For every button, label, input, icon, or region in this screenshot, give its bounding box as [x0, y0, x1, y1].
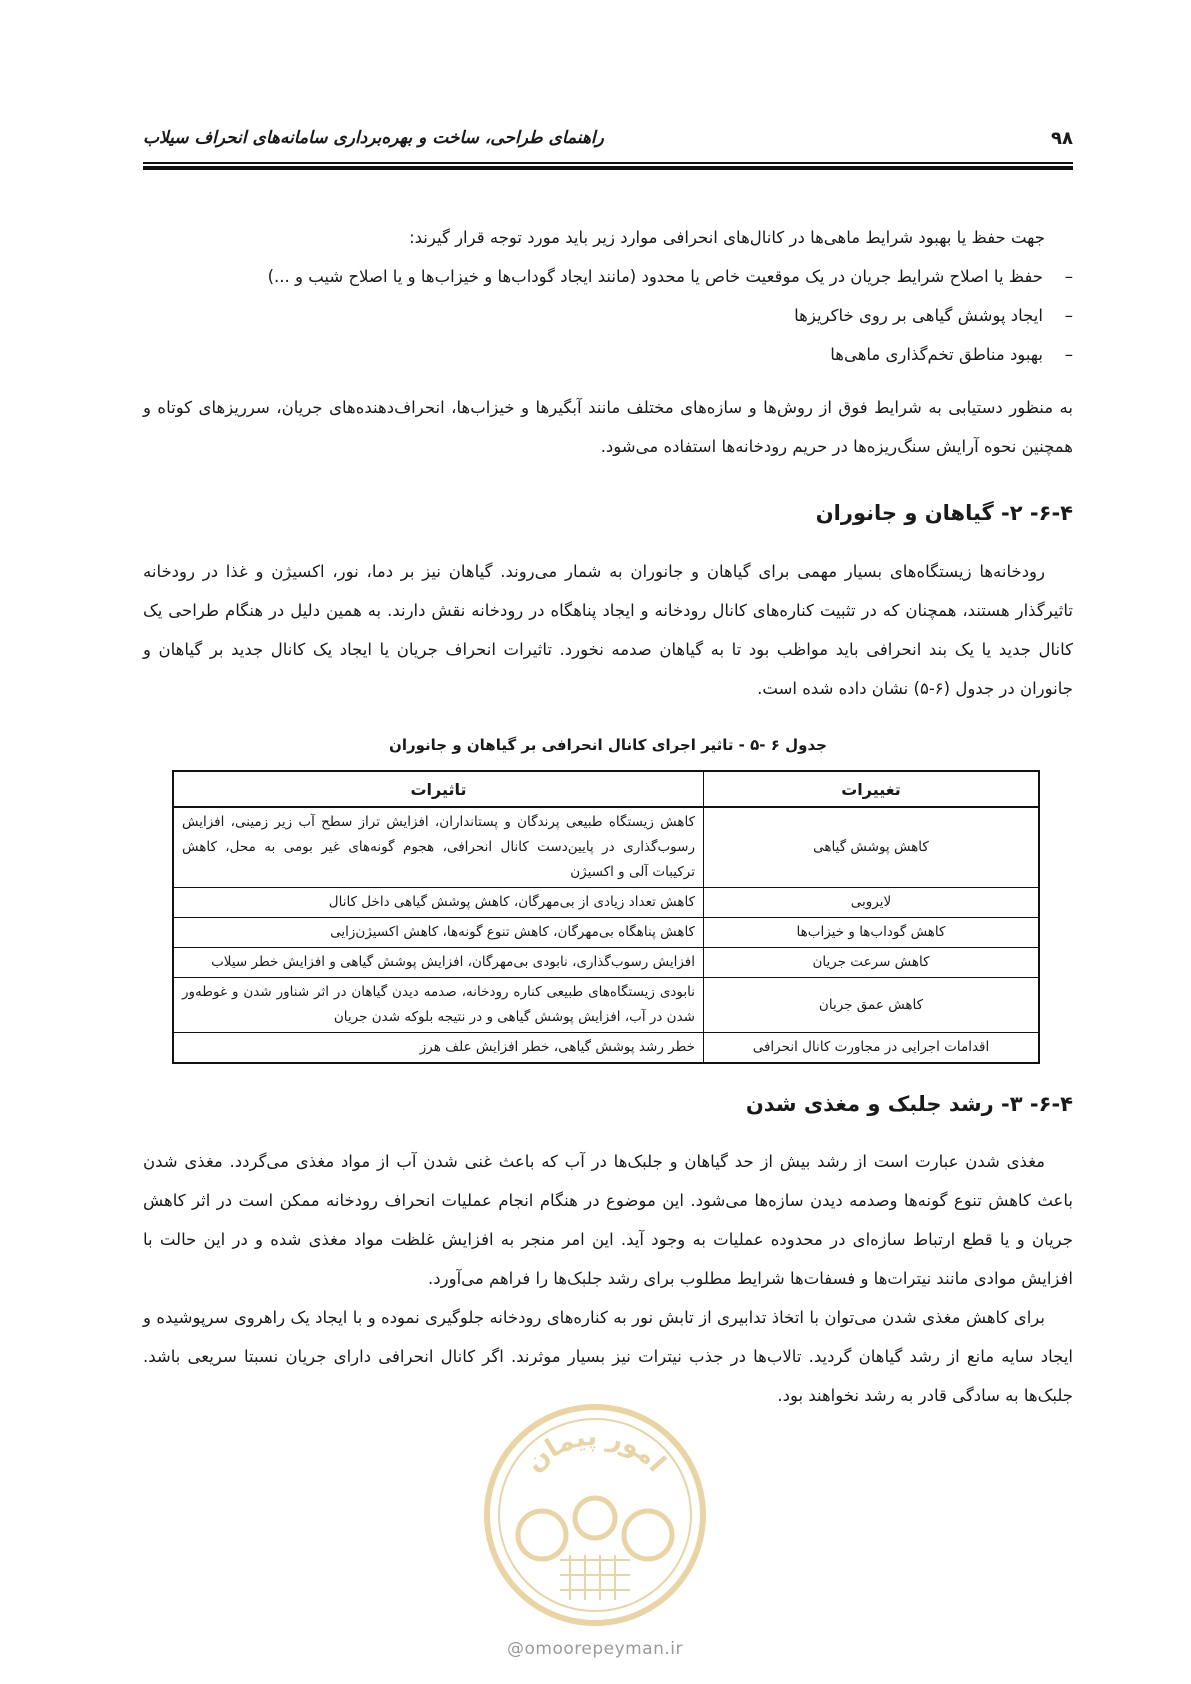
table-row [173, 1033, 1039, 1064]
page-number: ۹۸ [1051, 128, 1073, 149]
watermark-seal-icon [480, 1400, 710, 1630]
intro-paragraph: به منظور دستیابی به شرایط فوق از روش‌ها و سازه‌های مختلف مانند آبگیرها و خیزاب‌ها، انحراف‌دهنده‌های جریان، سرریزهای کوتاه و همچنین نحوه آرایش سنگ‌ریزه‌ها در حریم رودخانه‌ها استفاده می‌شود. [143, 398, 1073, 456]
table-cell-change: کاهش عمق جریان [704, 978, 1040, 1033]
section3-paragraph-1: مغذی شدن عبارت است از رشد بیش از حد گیاهان و جلبک‌ها در آب که باعث غنی شدن آب از مواد مغذی می‌گردد. مغذی شدن باعث کاهش تنوع گونه‌ها وصدمه دیدن سازه‌ها می‌شود. این موضوع در هنگام انجام عملیات انحراف رودخانه ممکن است در اثر کاهش جریان و یا قطع ارتباط سازه‌ای در محدوده عملیات به وجود آید. این امر منجر به افزایش غلظت مواد مغذی شده و در این حالت با افزایش موادی مانند نیترات‌ها و فسفات‌ها شرایط مطلوب برای رشد جلبک‌ها را فراهم می‌آورد. [143, 1152, 1073, 1288]
bullet-item: – ایجاد پوشش گیاهی بر روی خاکریزها [143, 296, 1073, 335]
table-cell-impact: کاهش زیستگاه طبیعی پرندگان و پستانداران، افزایش تراز سطح آب زیر زمینی، افزایش رسوب‌گذاری در پایین‌دست کانال انحرافی، هجوم گونه‌های غیر بومی به محل، کاهش ترکیبات آلی و اکسیژن [173, 807, 704, 888]
table-cell-change: کاهش پوشش گیاهی [704, 807, 1040, 888]
intro-bullet-list [143, 257, 1073, 374]
section3-paragraph-2: برای کاهش مغذی شدن می‌توان با اتخاذ تدابیری از تابش نور به کناره‌های رودخانه جلوگیری نموده و با ایجاد یک راهروی سرپوشیده و ایجاد سایه مانع از رشد گیاهان گردید. تالاب‌ها در جذب نیترات نیز بسیار موثرند. اگر کانال انحرافی دارای جریان نسبتا سریعی باشد. جلبک‌ها به سادگی قادر به رشد نخواهند بود. [143, 1308, 1073, 1405]
table-cell-change: اقدامات اجرایی در مجاورت کانال انحرافی [704, 1033, 1040, 1064]
table-cell-impact: کاهش تعداد زیادی از بی‌مهرگان، کاهش پوشش گیاهی داخل کانال [173, 888, 704, 918]
bullet-dash: – [1064, 345, 1073, 364]
column-header-changes: تغییرات [704, 771, 1040, 807]
seal-gears [518, 1498, 672, 1559]
intro-lead: جهت حفظ یا بهبود شرایط ماهی‌ها در کانال‌های انحرافی موارد زیر باید مورد توجه قرار گیرند: [409, 228, 1045, 247]
bullet-item: – بهبود مناطق تخم‌گذاری ماهی‌ها [143, 335, 1073, 374]
header-rule-thick [143, 166, 1073, 170]
table-row [173, 888, 1039, 918]
table-cell-impact: کاهش پناهگاه بی‌مهرگان، کاهش تنوع گونه‌ها، کاهش اکسیژن‌زایی [173, 918, 704, 948]
table-cell-impact: نابودی زیستگاه‌های طبیعی کناره رودخانه، صدمه دیدن گیاهان در اثر شناور شدن و غوطه‌ور شدن در آب، افزایش پوشش گیاهی و در نتیجه بلوکه شدن جریان [173, 978, 704, 1033]
impacts-table [172, 770, 1040, 1064]
table-cell-change: لایروبی [704, 888, 1040, 918]
table-cell-impact: افزایش رسوب‌گذاری، نابودی بی‌مهرگان، افزایش پوشش گیاهی و افزایش خطر سیلاب [173, 948, 704, 978]
table-cell-change: کاهش گوداب‌ها و خیزاب‌ها [704, 918, 1040, 948]
table-row [173, 918, 1039, 948]
section-heading-plants-animals: ۶-۴- ۲- گیاهان و جانوران [815, 501, 1073, 525]
seal-building-grid [560, 1555, 630, 1600]
table-row [173, 807, 1039, 888]
header-title: راهنمای طراحی، ساخت و بهره‌برداری سامانه‌های انحراف سیلاب [143, 128, 604, 148]
bullet-dash: – [1064, 306, 1073, 325]
bullet-item: – حفظ یا اصلاح شرایط جریان در یک موقعیت خاص یا محدود (مانند ایجاد گوداب‌ها و خیزاب‌ها و یا اصلاح شیب و ...) [143, 257, 1073, 296]
section-heading-algae: ۶-۴- ۳- رشد جلبک و مغذی شدن [745, 1092, 1073, 1116]
svg-text:امور پیمان [520, 1422, 671, 1478]
column-header-impacts: تاثیرات [173, 771, 704, 807]
table-caption: جدول ۶ -۵ - تاثیر اجرای کانال انحرافی بر گیاهان و جانوران [389, 736, 827, 754]
table-row [173, 978, 1039, 1033]
header-rule-thin [143, 162, 1073, 164]
watermark-url: @omoorepeyman.ir [506, 1639, 684, 1659]
table-cell-change: کاهش سرعت جریان [704, 948, 1040, 978]
table-cell-impact: خطر رشد پوشش گیاهی، خطر افزایش علف هرز [173, 1033, 704, 1064]
running-header [143, 126, 1073, 156]
table-row [173, 948, 1039, 978]
watermark-text: امور پیمان [519, 1421, 672, 1479]
bullet-dash: – [1064, 267, 1073, 286]
table-header-row [173, 771, 1039, 807]
section2-paragraph: رودخانه‌ها زیستگاه‌های بسیار مهمی برای گیاهان و جانوران به شمار می‌روند. گیاهان نیز بر دما، نور، اکسیژن و غذا در رودخانه تاثیرگذار هستند، همچنان که در تثبیت کناره‌های کانال رودخانه و ایجاد پناهگاه در رودخانه نقش دارند. به همین دلیل در هنگام طراحی یک کانال جدید یا یک بند انحرافی باید مواظب بود تا به گیاهان صدمه نخورد. تاثیرات انحراف جریان یا ایجاد یک کانال جدید بر گیاهان و جانوران در جدول (۶-۵) نشان داده شده است. [143, 562, 1073, 698]
